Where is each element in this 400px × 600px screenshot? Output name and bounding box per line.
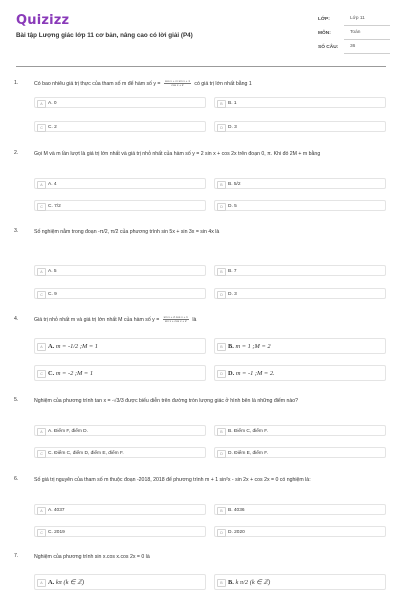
answer-option-d[interactable]: D D. 5 bbox=[214, 200, 386, 211]
answer-option-d[interactable]: D D. 3 bbox=[214, 288, 386, 299]
answer-option-d[interactable]: D D. m = -1 ;M = 2. bbox=[214, 365, 386, 381]
answer-option-b[interactable]: B B. m = 1 ;M = 2 bbox=[214, 338, 386, 354]
meta-class-value: Lớp 11 bbox=[344, 13, 390, 26]
question-text: Số giá trị nguyên của tham số m thuộc đoạn -2018, 2018 để phương trình m + 1 sin²x - sin 2x + cos 2x = 0 có nghiệm là: bbox=[34, 477, 311, 483]
question-text: Nghiệm của phương trình sin x.cos x.cos 2x = 0 là bbox=[34, 554, 150, 560]
question-text bbox=[34, 316, 379, 324]
answer-option-c[interactable]: C C. 7/2 bbox=[34, 200, 206, 211]
meta-count-value: 36 bbox=[344, 41, 390, 54]
question-text: Nghiệm của phương trình tan x = -√3/3 được biểu diễn trên đường tròn lượng giác ở hình bên là những điểm nào? bbox=[34, 398, 299, 404]
answer-option-a[interactable]: A A. 4037 bbox=[34, 504, 206, 515]
answer-option-a[interactable]: A A. 0 bbox=[34, 97, 206, 108]
question-text-after: có giá trị lớn nhất bằng 1 bbox=[194, 81, 252, 87]
answer-option-b[interactable]: B B. Điểm C, điểm F. bbox=[214, 425, 386, 436]
answer-option-b[interactable]: B B. k π/2 (k ∈ ℤ) bbox=[214, 574, 386, 590]
answer-option-c[interactable]: C C. 2 bbox=[34, 121, 206, 132]
meta-count-label: SỐ CÂU: bbox=[318, 44, 339, 50]
question-text-before: Có bao nhiêu giá trị thực của tham số m để hàm số y = bbox=[34, 81, 162, 87]
answer-option-c[interactable]: C C. 9 bbox=[34, 288, 206, 299]
answer-option-c[interactable]: C C. 2019 bbox=[34, 526, 206, 537]
answer-option-d[interactable]: D D. 2020 bbox=[214, 526, 386, 537]
question-number: 6. bbox=[14, 476, 19, 482]
question-text bbox=[34, 80, 379, 88]
answer-option-c[interactable]: C C. Điểm C, điểm D, điểm E, điểm F. bbox=[34, 447, 206, 458]
fraction-expression: $\frac{\text{sin x + 2 cos x + 1}}{\text{sin x + cos x + 2}}$ bbox=[163, 315, 188, 324]
meta-subject-label: MÔN: bbox=[318, 30, 331, 36]
meta-subject bbox=[318, 26, 390, 40]
quizizz-logo: Quizizz bbox=[16, 13, 70, 28]
question-number: 4. bbox=[14, 316, 19, 322]
question-text: Số nghiệm nằm trong đoạn -π/2, π/2 của phương trình sin 5x + sin 3x = sin 4x là bbox=[34, 229, 220, 235]
answer-option-a[interactable]: A A. Điểm F, điểm D. bbox=[34, 425, 206, 436]
page-title: Bài tập Lượng giác lớp 11 cơ bản, nâng cao có lời giải (P4) bbox=[16, 32, 193, 39]
question-number: 1. bbox=[14, 80, 19, 86]
quiz-meta bbox=[318, 12, 390, 54]
page-header bbox=[0, 0, 400, 62]
fraction-expression: $\frac{\text{cos x + m sin x + 1}}{\text{cos x + 2}}$ bbox=[164, 79, 190, 88]
answer-option-b[interactable]: B B. 4036 bbox=[214, 504, 386, 515]
question-number: 5. bbox=[14, 397, 19, 403]
header-divider bbox=[16, 66, 386, 67]
answer-option-d[interactable]: D D. Điểm E, điểm F. bbox=[214, 447, 386, 458]
answer-option-b[interactable]: B B. 1 bbox=[214, 97, 386, 108]
answer-option-a[interactable]: A A. m = -1/2 ;M = 1 bbox=[34, 338, 206, 354]
question-number: 3. bbox=[14, 228, 19, 234]
meta-class bbox=[318, 12, 390, 26]
meta-class-label: LỚP: bbox=[318, 16, 330, 22]
answer-option-b[interactable]: B B. 7 bbox=[214, 265, 386, 276]
question-text-before: Giá trị nhỏ nhất m và giá trị lớn nhất M của hàm số y = bbox=[34, 317, 161, 323]
meta-count bbox=[318, 40, 390, 54]
question-number: 7. bbox=[14, 553, 19, 559]
answer-option-c[interactable]: C C. m = -2 ;M = 1 bbox=[34, 365, 206, 381]
answer-option-a[interactable]: A A. kπ (k ∈ ℤ) bbox=[34, 574, 206, 590]
question-text: Gọi M và m lần lượt là giá trị lớn nhất và giá trị nhỏ nhất của hàm số y = 2 sin x + cos 2x trên đoạn 0, π. Khi đó 2M + m bằng bbox=[34, 151, 321, 157]
question-number: 2. bbox=[14, 150, 19, 156]
question-text-after: là bbox=[192, 317, 197, 323]
answer-option-a[interactable]: A A. 5 bbox=[34, 265, 206, 276]
meta-subject-value: Toán bbox=[344, 27, 390, 40]
answer-option-b[interactable]: B B. 5/2 bbox=[214, 178, 386, 189]
answer-option-a[interactable]: A A. 4 bbox=[34, 178, 206, 189]
answer-option-d[interactable]: D D. 3 bbox=[214, 121, 386, 132]
